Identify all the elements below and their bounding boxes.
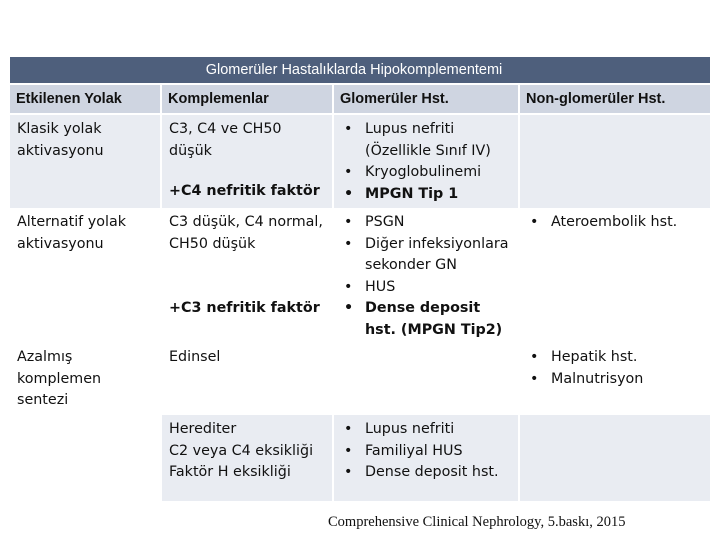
row4-complement-line: Faktör H eksikliği <box>169 464 291 480</box>
row4-pathway <box>10 413 160 501</box>
row4-complement <box>162 415 332 501</box>
header-pathway: Etkilenen Yolak <box>10 85 160 113</box>
row3-pathway: Azalmış komplemen sentezi <box>10 343 160 413</box>
list-item: • Hepatik hst. <box>527 347 703 369</box>
list-item: • MPGN Tip 1 <box>341 184 511 206</box>
row1-pathway: Klasik yolak aktivasyonu <box>10 115 160 208</box>
row1-complement-note: +C4 nefritik faktör <box>169 183 320 199</box>
table-title: Glomerüler Hastalıklarda Hipokomplementemi <box>10 57 710 83</box>
row1-complement <box>162 115 332 208</box>
header-complement: Komplemenlar <box>162 85 332 113</box>
row4-complement-line: C2 veya C4 eksikliği <box>169 442 314 459</box>
row4-non-glomerular <box>520 415 710 501</box>
row1-non-glomerular <box>520 115 710 208</box>
list-item: • Dense deposit hst. <box>341 462 511 484</box>
header-glomerular: Glomerüler Hst. <box>334 85 518 113</box>
row2-complement <box>162 208 332 343</box>
row1-complement-text: C3, C4 ve CH50 düşük <box>169 121 282 159</box>
list-item: • Diğer infeksiyonlara sekonder GN <box>341 234 511 277</box>
list-item: • Familiyal HUS <box>341 441 511 463</box>
list-item: • Ateroembolik hst. <box>527 212 703 234</box>
row2-non-glomerular <box>520 208 710 343</box>
row4-complement-line: Herediter <box>169 421 237 437</box>
list-item: • Malnutrisyon <box>527 369 703 391</box>
header-non-glomerular: Non-glomerüler Hst. <box>520 85 710 113</box>
row3-non-glomerular <box>520 343 710 413</box>
list-item: • Kryoglobulinemi <box>341 162 511 184</box>
list-item: • PSGN <box>341 212 511 234</box>
row4-glomerular <box>334 415 518 501</box>
row3-glomerular <box>334 343 518 413</box>
row2-pathway: Alternatif yolak aktivasyonu <box>10 208 160 343</box>
list-item: • Dense deposit hst. (MPGN Tip2) <box>341 298 511 341</box>
source-citation: Comprehensive Clinical Nephrology, 5.baskı, 2015 <box>328 514 626 530</box>
list-item: • Lupus nefriti <box>341 419 511 441</box>
row2-glomerular <box>334 208 518 343</box>
row3-complement: Edinsel <box>162 343 332 413</box>
list-item: • Lupus nefriti (Özellikle Sınıf IV) <box>341 119 511 162</box>
row2-complement-text: C3 düşük, C4 normal, CH50 düşük <box>169 214 323 252</box>
row1-glomerular <box>334 115 518 208</box>
complement-table <box>10 57 710 480</box>
row2-complement-note: +C3 nefritik faktör <box>169 300 320 316</box>
list-item: • HUS <box>341 277 511 299</box>
